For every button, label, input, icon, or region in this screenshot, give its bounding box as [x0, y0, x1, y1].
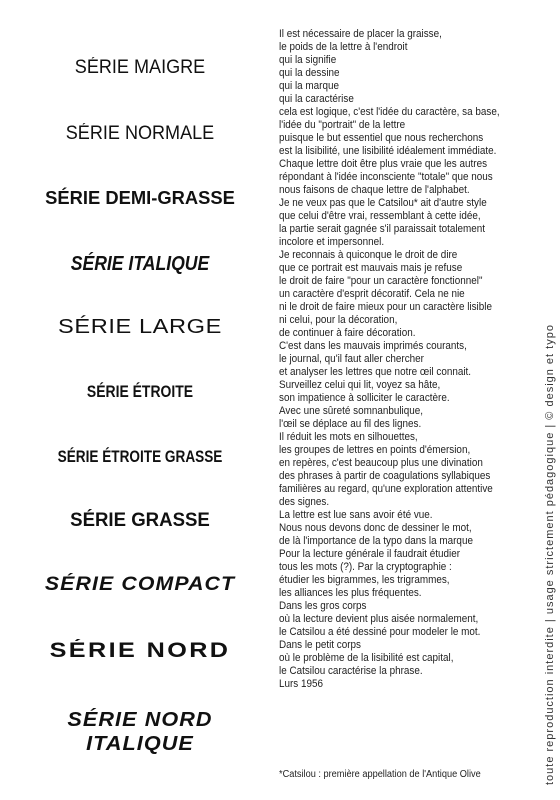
text-line: familières au regard, qu'une exploration attentive — [279, 483, 493, 495]
text-line: Je ne veux pas que le Catsilou* ait d'autre style — [279, 197, 487, 209]
text-line: Avec une sûreté somnanbulique, — [279, 405, 424, 417]
text-line: qui la caractérise — [279, 93, 354, 105]
text-line: Chaque lettre doit être plus vraie que les autres — [279, 158, 488, 170]
text-line: Surveillez celui qui lit, voyez sa hâte, — [279, 379, 441, 391]
text-line: le poids de la lettre à l'endroit — [279, 41, 408, 53]
text-line: le Catsilou caractérise la phrase. — [279, 665, 423, 677]
text-line: répondant à l'idée inconsciente "totale" que nous — [279, 171, 493, 183]
text-line: de là l'importance de la typo dans la marque — [279, 535, 473, 547]
text-line: le droit de faire "pour un caractère fonctionnel" — [279, 275, 483, 287]
text-line: un caractère d'esprit décoratif. Cela ne nie — [279, 288, 465, 300]
text-line: et analyser les lettres que notre œil connait. — [279, 366, 472, 378]
text-line: est la lisibilité, une lisibilité idéalement immédiate. — [279, 145, 497, 157]
specimen-serie-normale: SÉRIE NORMALE — [65, 123, 215, 144]
text-line: qui la marque — [279, 80, 339, 92]
text-line: qui la signifie — [279, 54, 337, 66]
text-line: cela est logique, c'est l'idée du caractère, sa base, — [279, 106, 500, 118]
text-line: le Catsilou a été dessiné pour modeler le mot. — [279, 626, 481, 638]
specimen-serie-nord: SÉRIE NORD — [49, 639, 231, 662]
text-line: Je reconnais à quiconque le droit de dire — [279, 249, 458, 261]
text-line: ni le droit de faire mieux pour un caractère lisible — [279, 301, 492, 313]
specimen-serie-nord-italique: SÉRIE NORD ITALIQUE — [67, 709, 213, 755]
text-line: de continuer à faire décoration. — [279, 327, 416, 339]
text-line: la partie serait gagnée s'il paraissait totalement — [279, 223, 486, 235]
text-line: La lettre est lue sans avoir été vue. — [279, 509, 433, 521]
specimen-serie-demi-grasse: SÉRIE DEMI-GRASSE — [45, 188, 235, 208]
text-line: tous les mots (?). Par la cryptographie : — [279, 561, 452, 573]
text-line: le journal, qu'il faut aller chercher — [279, 353, 424, 365]
specimen-serie-italique: SÉRIE ITALIQUE — [70, 253, 210, 275]
text-line: Dans les gros corps — [279, 600, 367, 612]
text-line: Pour la lecture générale il faudrait étudier — [279, 548, 461, 560]
text-line: Il est nécessaire de placer la graisse, — [279, 28, 442, 40]
specimen-serie-compact: SÉRIE COMPACT — [44, 574, 236, 595]
text-line: son impatience à solliciter le caractère. — [279, 392, 450, 404]
text-line: des phrases à partir de coagulations syllabiques — [279, 470, 491, 482]
text-line: que ce portrait est mauvais mais je refuse — [279, 262, 463, 274]
body-text-column — [279, 28, 549, 691]
text-line: des signes. — [279, 496, 330, 508]
text-line: Dans le petit corps — [279, 639, 361, 651]
text-line: que celui d'être vrai, ressemblant à cette idée, — [279, 210, 481, 222]
specimen-serie-grasse: SÉRIE GRASSE — [70, 510, 210, 531]
text-line: C'est dans les mauvais imprimés courants, — [279, 340, 467, 352]
text-line: puisque le but essentiel que nous recherchons — [279, 132, 484, 144]
text-line: nous faisons de chaque lettre de l'alphabet. — [279, 184, 470, 196]
vertical-copyright-note: toute reproduction interdite | usage strictement pédagogique | © design et typo — [544, 324, 556, 785]
text-line: où le problème de la lisibilité est capital, — [279, 652, 454, 664]
text-line: étudier les bigrammes, les trigrammes, — [279, 574, 450, 586]
specimen-serie-large: SÉRIE LARGE — [58, 316, 222, 338]
text-line: qui la dessine — [279, 67, 340, 79]
text-line: Il réduit les mots en silhouettes, — [279, 431, 418, 443]
text-line: l'œil se déplace au fil des lignes. — [279, 418, 422, 430]
specimen-serie-maigre: SÉRIE MAIGRE — [74, 57, 206, 78]
text-line: où la lecture devient plus aisée normalement, — [279, 613, 479, 625]
text-line: incolore et impersonnel. — [279, 236, 385, 248]
text-line: ni celui, pour la décoration, — [279, 314, 398, 326]
specimen-serie-etroite-grasse: SÉRIE ÉTROITE GRASSE — [57, 447, 223, 466]
text-line: les groupes de lettres en points d'émersion, — [279, 444, 471, 456]
text-line: en repères, c'est beaucoup plus une divination — [279, 457, 483, 469]
specimen-serie-etroite: SÉRIE ÉTROITE — [86, 382, 194, 401]
text-line: Nous nous devons donc de dessiner le mot, — [279, 522, 472, 534]
footnote: *Catsilou : première appellation de l'Antique Olive — [279, 769, 481, 780]
text-line: l'idée du "portrait" de la lettre — [279, 119, 406, 131]
text-line: Lurs 1956 — [279, 678, 324, 690]
text-line: les alliances les plus fréquentes. — [279, 587, 422, 599]
